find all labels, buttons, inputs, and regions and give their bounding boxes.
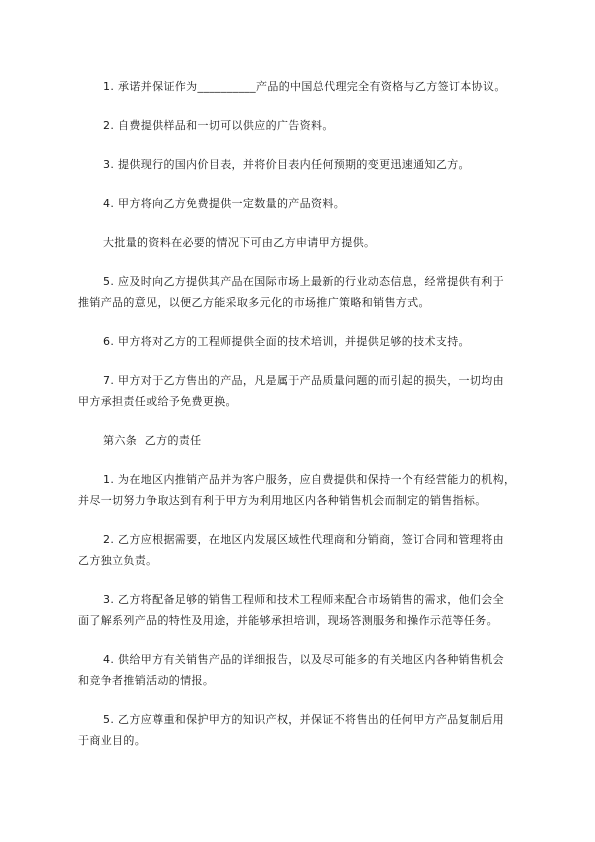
paragraph-line: 并尽一切努力争取达到有利于甲方为利用地区内各种销售机会而制定的销售指标。 [78, 494, 487, 507]
paragraph-line: 甲方承担责任或给予免费更换。 [78, 395, 237, 408]
paragraph-6 [78, 271, 523, 313]
paragraph-line: 4. 甲方将向乙方免费提供一定数量的产品资料。 [103, 197, 346, 210]
heading-line: 第六条 乙方的责任 [103, 434, 202, 447]
paragraph-14 [78, 709, 523, 751]
paragraph-5 [103, 232, 523, 253]
paragraph-2 [103, 115, 523, 136]
paragraph-line: 3. 提供现行的国内价目表，并将价目表内任何预期的变更迅速通知乙方。 [103, 158, 470, 171]
paragraph-line: 7. 甲方对于乙方售出的产品，凡是属于产品质量问题的而引起的损失，一切均由 [103, 374, 504, 387]
paragraph-4 [103, 193, 523, 214]
paragraph-8 [78, 370, 523, 412]
paragraph-line: 和竞争者推销活动的情报。 [78, 674, 215, 687]
paragraph-line: 1. 承诺并保证作为__________产品的中国总代理完全有资格与乙方签订本协议。 [103, 80, 506, 93]
paragraph-line: 大批量的资料在必要的情况下可由乙方申请甲方提供。 [103, 236, 376, 249]
paragraph-11 [78, 529, 523, 571]
paragraph-line: 2. 自费提供样品和一切可以供应的广告资料。 [103, 119, 334, 132]
paragraph-10 [78, 469, 523, 511]
paragraph-3 [103, 154, 523, 175]
paragraph-line: 5. 乙方应尊重和保护甲方的知识产权，并保证不将售出的任何甲方产品复制后用 [103, 713, 504, 726]
paragraph-12 [78, 589, 523, 631]
section-heading [103, 430, 523, 451]
paragraph-line: 3. 乙方将配备足够的销售工程师和技术工程师来配合市场销售的需求，他们会全 [103, 593, 504, 606]
paragraph-line: 面了解系列产品的特性及用途，并能够承担培训，现场答测服务和操作示范等任务。 [78, 614, 498, 627]
paragraph-line: 6. 甲方将对乙方的工程师提供全面的技术培训，并提供足够的技术支持。 [103, 335, 470, 348]
paragraph-13 [78, 649, 523, 691]
document-body [78, 76, 523, 769]
paragraph-line: 乙方独立负责。 [78, 554, 158, 567]
paragraph-line: 于商业目的。 [78, 734, 147, 747]
paragraph-line: 2. 乙方应根据需要，在地区内发展区域性代理商和分销商，签订合同和管理将由 [103, 533, 504, 546]
paragraph-line: 5. 应及时向乙方提供其产品在国际市场上最新的行业动态信息，经常提供有利于 [103, 275, 504, 288]
paragraph-line: 1. 为在地区内推销产品并为客户服务，应自费提供和保持一个有经营能力的机构， [103, 473, 516, 486]
paragraph-1 [103, 76, 523, 97]
paragraph-line: 4. 供给甲方有关销售产品的详细报告，以及尽可能多的有关地区内各种销售机会 [103, 653, 504, 666]
paragraph-7 [103, 331, 523, 352]
paragraph-line: 推销产品的意见，以便乙方能采取多元化的市场推广策略和销售方式。 [78, 296, 430, 309]
